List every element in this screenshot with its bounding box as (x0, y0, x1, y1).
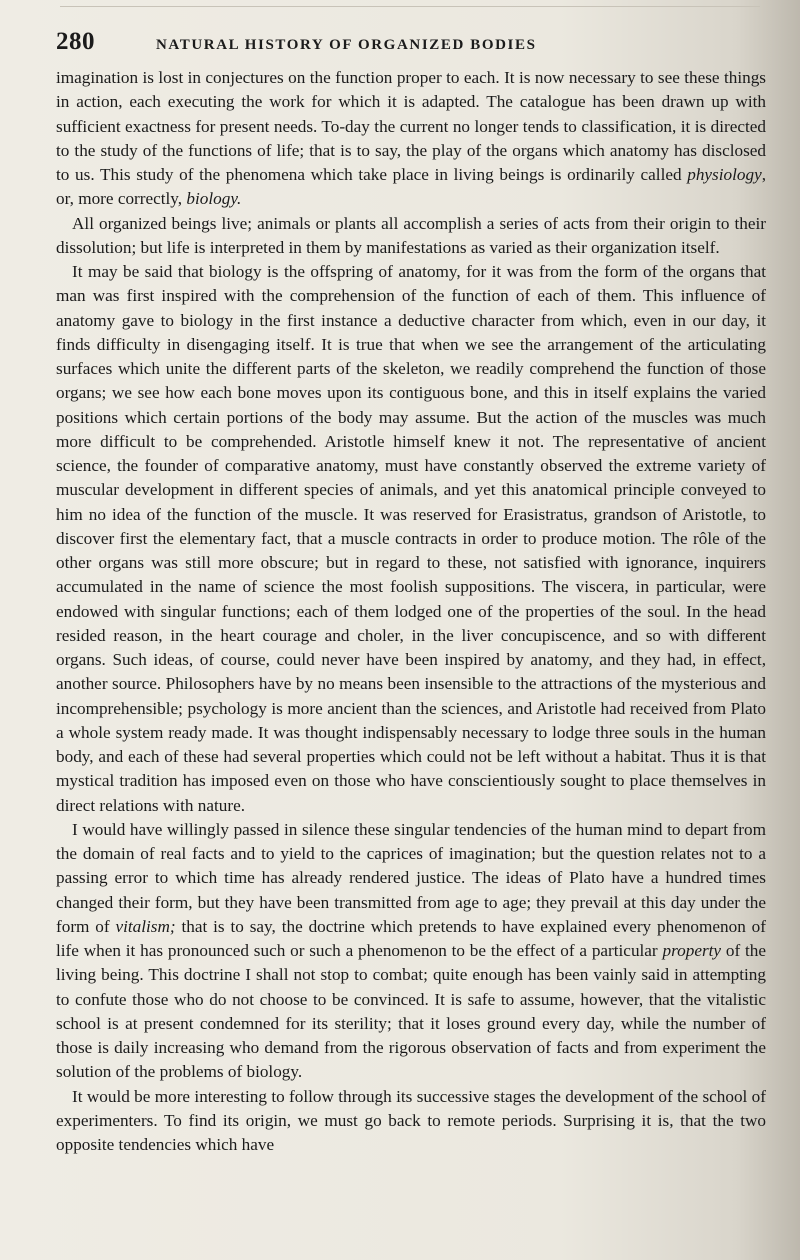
running-title: NATURAL HISTORY OF ORGANIZED BODIES (156, 37, 537, 53)
page-body (56, 66, 766, 1157)
paragraph: It may be said that biology is the offspring of anatomy, for it was from the form of the organs that man was first inspired with the comprehension of the function of each of them. This influence of anatomy gave to biology in the first instance a deductive character from which, even in our day, it finds difficulty in disengaging itself. It is true that when we see the arrangement of the articulating surfaces which unite the different parts of the skeleton, we readily comprehend the function of those organs; we see how each bone moves upon its contiguous bone, and this in itself explains the varied positions which certain portions of the body may assume. But the action of the muscles was much more difficult to be comprehended. Aristotle himself knew it not. The representative of ancient science, the founder of comparative anatomy, must have constantly observed the extreme variety of muscular development in different species of animals, and yet this anatomical principle conveyed to him no idea of the function of the muscle. It was reserved for Erasistratus, grandson of Aristotle, to discover first the elementary fact, that a muscle contracts in order to produce motion. The rôle of the other organs was still more obscure; but in regard to these, not satisfied with ignorance, inquirers accumulated in the name of science the most foolish suppositions. The viscera, in particular, were endowed with singular functions; each of them lodged one of the properties of the soul. In the head resided reason, in the heart courage and choler, in the liver concupiscence, and so with different organs. Such ideas, of course, could never have been inspired by anatomy, and they had, in effect, another source. Philosophers have by no means been insensible to the attractions of the mysterious and incomprehensible; psychology is more ancient than the sciences, and Aristotle had received from Plato a whole system ready made. It was thought indispensably necessary to lodge three souls in the human body, and each of these had several properties which could not be left without a habitat. Thus it is that mystical tradition has imposed even on those who have conscientiously sought to place themselves in direct relations with nature. (56, 262, 766, 815)
paragraph: It would be more interesting to follow through its successive stages the development of the school of experimenters. To find its origin, we must go back to remote periods. Surprising it is, that the two opposite tendencies which have (56, 1086, 766, 1154)
top-edge-rule (60, 6, 760, 15)
running-head (56, 28, 766, 56)
paragraph: I would have willingly passed in silence these singular tendencies of the human mind to depart from the domain of real facts and to yield to the caprices of imagination; but the question relates not to a passing error to which time has already rendered justice. The ideas of Plato have a hundred times changed their form, but they have been transmitted from age to age; they prevail at this day under the form of vitalism; that is to say, the doctrine which pretends to have explained every phenomenon of life when it has pronounced such or such a phenomenon to be the effect of a particular property of the living being. This doctrine I shall not stop to combat; quite enough has been vainly said in attempting to confute those who do not choose to be convinced. It is safe to assume, however, that the vitalistic school is at present condemned for its sterility; that it loses ground every day, while the number of those is daily increasing who demand from the rigorous observation of facts and from experiment the solution of the problems of biology. (56, 819, 766, 1082)
paragraph: imagination is lost in conjectures on the function proper to each. It is now necessary to see these things in action, each executing the work for which it is adapted. The catalogue has been drawn up with sufficient exactness for present needs. To-day the current no longer tends to classification, it is directed to the study of the functions of life; that is to say, the play of the organs which anatomy has disclosed to us. This study of the phenomena which take place in living beings is ordinarily called physiology, or, more correctly, biology. (56, 68, 766, 209)
paragraph: All organized beings live; animals or plants all accomplish a series of acts from their origin to their dissolution; but life is interpreted in them by manifestations as varied as their organization itself. (56, 213, 766, 257)
page-number: 280 (56, 28, 95, 55)
